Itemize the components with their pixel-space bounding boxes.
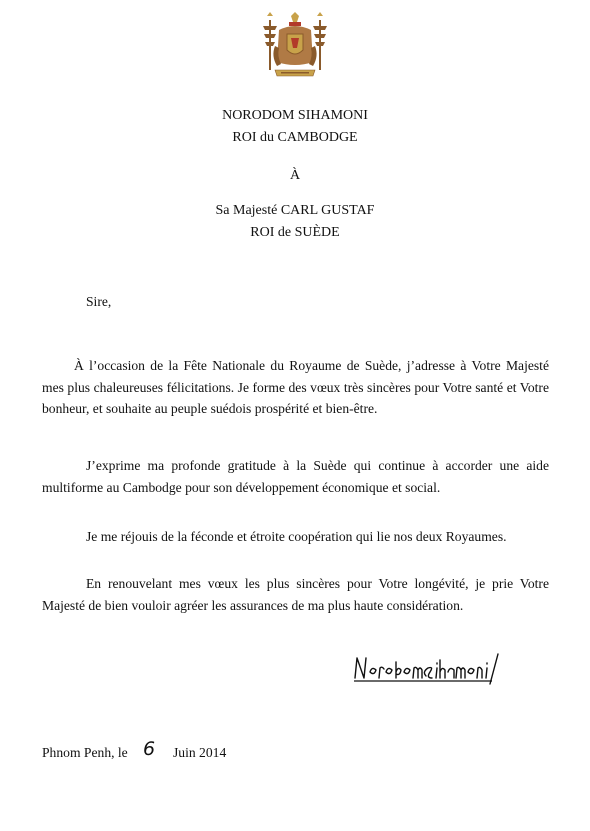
- to-word: À: [289, 168, 301, 183]
- crown: [291, 12, 299, 22]
- paragraph-2: J’exprime ma profonde gratitude à la Suède qui continue à accorder une aide multiforme au Cambodge pour son développement économique et social.: [42, 458, 549, 495]
- signature: [352, 650, 512, 686]
- footer-place: Phnom Penh, le: [42, 745, 128, 760]
- recipient-title: ROI de SUÈDE: [250, 225, 340, 240]
- sender-title: ROI du CAMBODGE: [232, 130, 358, 145]
- paragraph-3: Je me réjouis de la féconde et étroite coopération qui lie nos deux Royaumes.: [86, 529, 507, 544]
- paragraph-1: À l’occasion de la Fête Nationale du Royaume de Suède, j’adresse à Votre Majesté mes plus chaleureuses félicitations. Je forme des vœux très sincères pour Votre santé et Votre bonheur, et souhaite au peuple suédois prospérité et bien-être.: [42, 358, 549, 416]
- recipient-name: Sa Majesté CARL GUSTAF: [215, 203, 375, 218]
- paragraph-4: En renouvelant mes vœux les plus sincères pour Votre longévité, je prie Votre Majesté de bien vouloir agréer les assurances de ma plus haute considération.: [42, 576, 549, 613]
- footer-date: Juin 2014: [173, 745, 227, 760]
- footer-day: 6: [143, 738, 156, 760]
- sender-name: NORODOM SIHAMONI: [222, 108, 368, 123]
- royal-emblem-icon: [259, 12, 331, 82]
- salutation: Sire,: [86, 294, 112, 309]
